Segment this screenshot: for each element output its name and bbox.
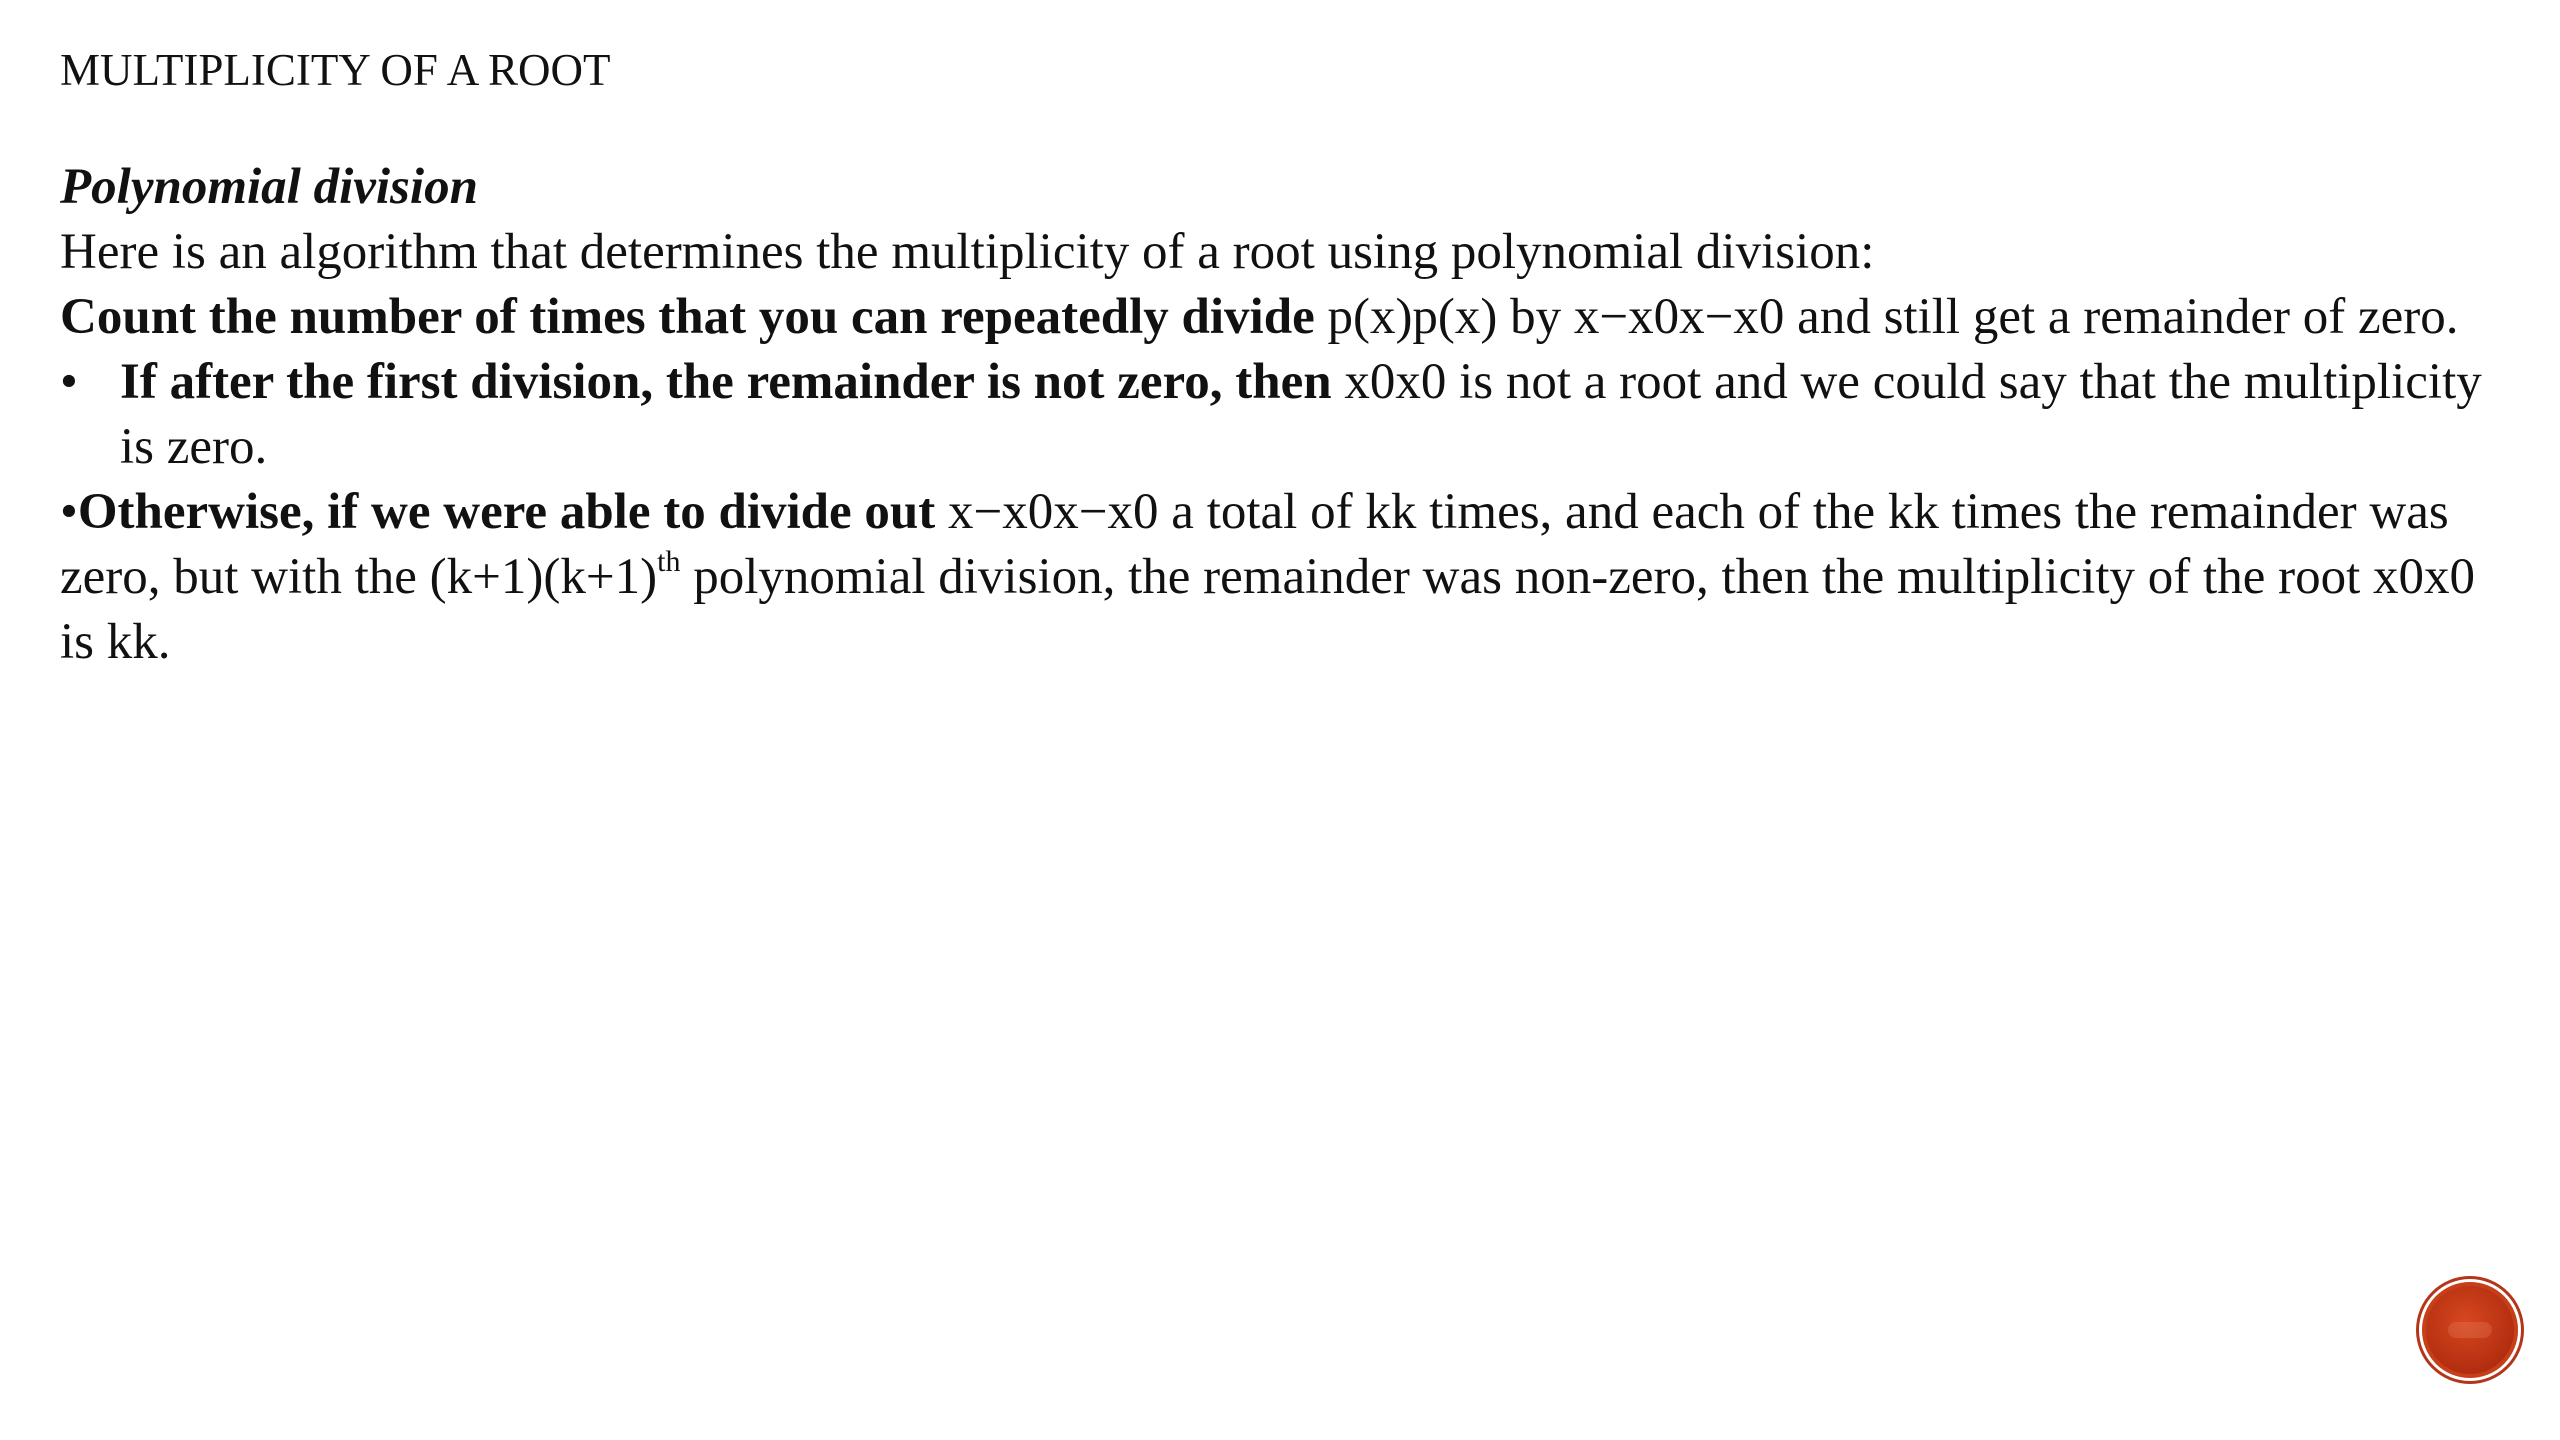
- algorithm-step: [60, 285, 2520, 350]
- bullet-multiplicity-k: [60, 480, 2520, 675]
- algorithm-step-rest: p(x)p(x) by x−x0x−x0 and still get a remainder of zero.: [1314, 289, 2459, 345]
- nav-button-glyph: [2448, 1322, 2492, 1338]
- superscript-th: th: [657, 545, 681, 578]
- bullet-multiplicity-k-rest-b: polynomial division, the remainder was non-zero, then the multiplicity of the root x0x0 is kk.: [60, 549, 2475, 670]
- bullet-multiplicity-k-rest-a: x−x0x−x0 a total of kk times, and each of the kk times the remainder was zero, but with the (k+1)(k+1): [60, 484, 2449, 605]
- bullet-not-root-bold: If after the first division, the remainder is not zero, then: [120, 354, 1332, 410]
- bullet-not-root-rest: x0x0 is not a root and we could say that the multiplicity is zero.: [120, 354, 2482, 475]
- subheading: Polynomial division: [60, 159, 478, 215]
- bullet-multiplicity-k-bold: Otherwise, if we were able to divide out: [77, 484, 936, 540]
- bullet-not-root: [60, 350, 2520, 480]
- bullet-marker: •: [60, 354, 78, 410]
- next-slide-button[interactable]: [2422, 1282, 2518, 1378]
- slide-body: [60, 155, 2520, 675]
- intro-text: Here is an algorithm that determines the multiplicity of a root using polynomial division:: [60, 224, 1875, 280]
- algorithm-step-bold: Count the number of times that you can repeatedly divide: [60, 289, 1315, 345]
- bullet-marker-inline: •: [60, 484, 78, 540]
- slide-title: MULTIPLICITY OF A ROOT: [60, 45, 611, 95]
